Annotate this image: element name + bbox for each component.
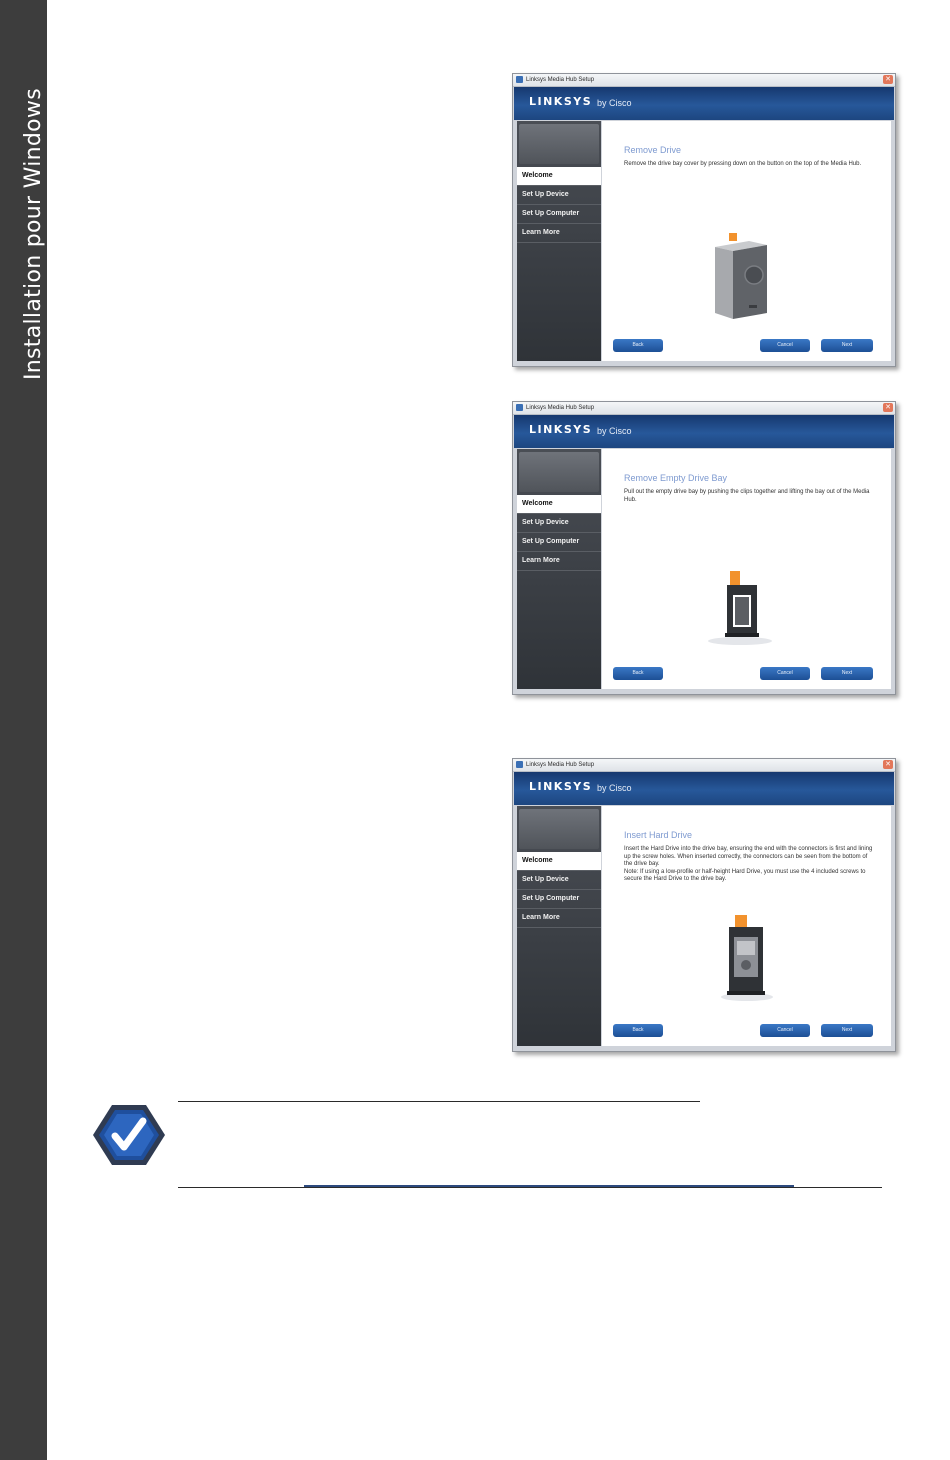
screenshot-remove-drive (512, 73, 896, 367)
close-icon[interactable]: ✕ (883, 760, 893, 769)
media-hub-device-icon (709, 233, 773, 323)
window-title: Linksys Media Hub Setup (526, 77, 595, 83)
app-icon (516, 761, 523, 768)
screenshot-remove-empty-drive-bay (512, 401, 896, 695)
next-button[interactable]: Next (821, 1024, 873, 1037)
brand-banner (514, 415, 894, 448)
window-title: Linksys Media Hub Setup (526, 762, 595, 768)
back-button[interactable]: Back (613, 1024, 663, 1037)
screenshot-insert-hard-drive (512, 758, 896, 1052)
nav-item-set-up-device[interactable]: Set Up Device (517, 871, 601, 890)
brand-suffix: by Cisco (597, 426, 632, 436)
brand-banner (514, 772, 894, 805)
nav-item-set-up-computer[interactable]: Set Up Computer (517, 890, 601, 909)
window-titlebar (513, 402, 895, 415)
empty-drive-bay-icon (705, 567, 775, 647)
step-title: Insert Hard Drive (624, 830, 693, 840)
step-instructions-note: Note: If using a low-profile or half-height Hard Drive, you must use the 4 included screws to secure the Hard Drive to the drive bay. (624, 868, 866, 882)
brand-banner (514, 87, 894, 120)
step-instructions: Pull out the empty drive bay by pushing the clips together and lifting the bay out of the Media Hub. (624, 489, 870, 503)
nav-item-set-up-device[interactable]: Set Up Device (517, 514, 601, 533)
setup-sidebar (517, 121, 601, 361)
content-panel (602, 121, 891, 361)
nav-item-welcome[interactable]: Welcome (517, 167, 601, 186)
nav-item-learn-more[interactable]: Learn More (517, 909, 601, 928)
brand-logo: LINKSYS (529, 780, 593, 793)
setup-sidebar (517, 449, 601, 689)
side-band-title: Installation pour Windows (21, 88, 46, 380)
window-titlebar (513, 74, 895, 87)
brand-logo: LINKSYS (529, 95, 593, 108)
back-button[interactable]: Back (613, 667, 663, 680)
brand-suffix: by Cisco (597, 98, 632, 108)
back-button[interactable]: Back (613, 339, 663, 352)
cancel-button[interactable]: Cancel (760, 1024, 810, 1037)
setup-sidebar (517, 806, 601, 1046)
app-icon (516, 404, 523, 411)
close-icon[interactable]: ✕ (883, 403, 893, 412)
checkmark-icon (90, 1102, 168, 1168)
nav-item-set-up-computer[interactable]: Set Up Computer (517, 533, 601, 552)
sidebar-logo-box (519, 809, 599, 849)
cancel-button[interactable]: Cancel (760, 667, 810, 680)
cancel-button[interactable]: Cancel (760, 339, 810, 352)
content-panel (602, 806, 891, 1046)
window-title: Linksys Media Hub Setup (526, 405, 595, 411)
next-button[interactable]: Next (821, 667, 873, 680)
nav-item-learn-more[interactable]: Learn More (517, 552, 601, 571)
step-instructions-paragraph: Insert the Hard Drive into the drive bay, ensuring the end with the connectors is first and lining up the screw holes. When inserted correctly, the connectors can be seen from the bottom of the drive bay. (624, 846, 873, 867)
app-icon (516, 76, 523, 83)
setup-nav (517, 852, 601, 928)
close-icon[interactable]: ✕ (883, 75, 893, 84)
nav-item-welcome[interactable]: Welcome (517, 852, 601, 871)
brand-logo: LINKSYS (529, 423, 593, 436)
sidebar-logo-box (519, 452, 599, 492)
nav-item-learn-more[interactable]: Learn More (517, 224, 601, 243)
drive-in-bay-icon (719, 913, 775, 1003)
note-rule-top (178, 1101, 700, 1102)
step-title: Remove Drive (624, 145, 682, 155)
step-title: Remove Empty Drive Bay (624, 473, 728, 483)
window-titlebar (513, 759, 895, 772)
content-panel (602, 449, 891, 689)
nav-item-set-up-device[interactable]: Set Up Device (517, 186, 601, 205)
nav-item-welcome[interactable]: Welcome (517, 495, 601, 514)
brand-suffix: by Cisco (597, 783, 632, 793)
note-rule-bottom (178, 1187, 882, 1188)
next-button[interactable]: Next (821, 339, 873, 352)
step-instructions (624, 846, 877, 884)
sidebar-logo-box (519, 124, 599, 164)
nav-item-set-up-computer[interactable]: Set Up Computer (517, 205, 601, 224)
setup-nav (517, 167, 601, 243)
setup-nav (517, 495, 601, 571)
step-instructions: Remove the drive bay cover by pressing down on the button on the top of the Media Hub. (624, 161, 862, 167)
